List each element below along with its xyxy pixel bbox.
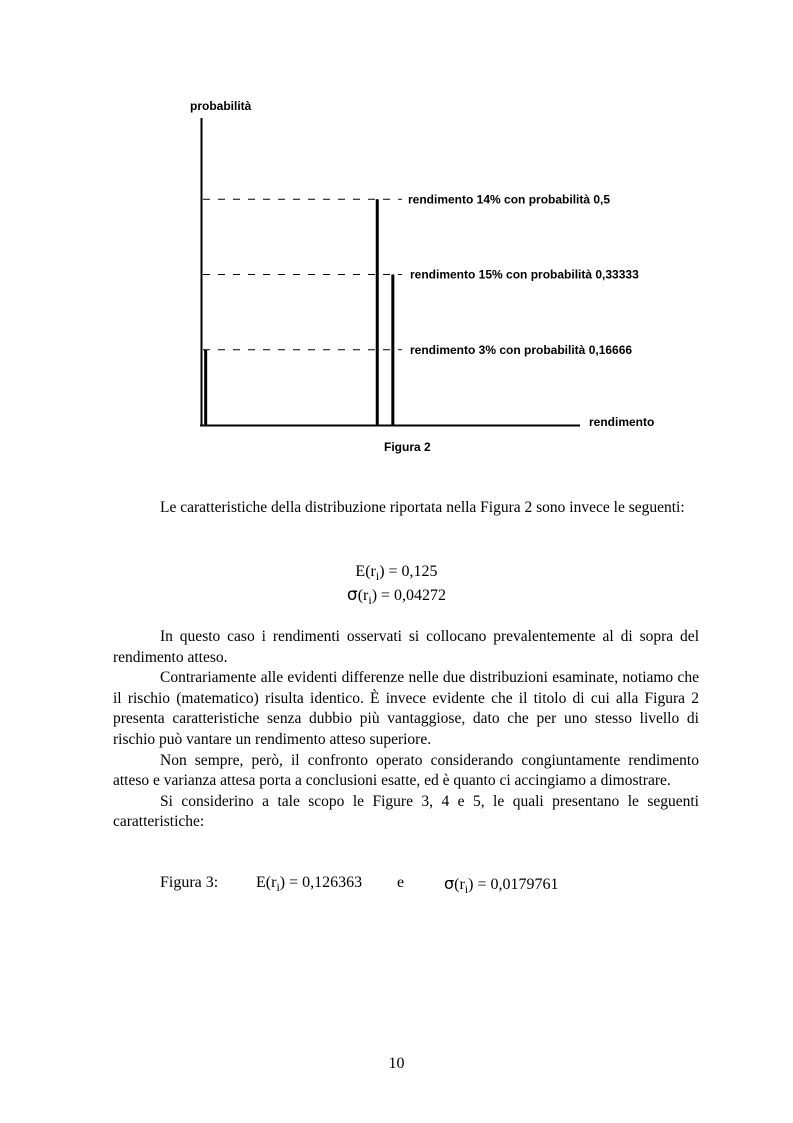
figure-3-label: Figura 3:	[160, 874, 219, 891]
formula-sub: i	[375, 569, 380, 584]
figure-2-chart	[0, 0, 793, 470]
annotation-3pct: rendimento 3% con probabilità 0,16666	[410, 342, 633, 357]
figure-3-connector: e	[397, 874, 405, 891]
paragraph-3: Contrariamente alle evidenti differenze nelle due distribuzioni esaminate, notiamo che il rischio (matematico) risulta identico. È invece evidente che il titolo di cui alla Figura 2 presenta caratteristiche senza dubbio più vantaggiose, dato che per uno stesso livello di rischio può vantare un rendimento atteso superiore.	[113, 669, 699, 748]
formula-open: (r	[357, 587, 369, 604]
page-number: 10	[388, 1055, 405, 1072]
figure-caption: Figura 2	[384, 440, 431, 454]
sigma-symbol: σ	[444, 874, 455, 893]
body-paragraphs	[113, 627, 699, 833]
paragraph-5: Si considerino a tale scopo le Figure 3, 4 e 5, le quali presentano le seguenti caratteristiche:	[113, 792, 699, 831]
figure-3-sigma	[444, 874, 559, 897]
formula-open: (r	[365, 563, 376, 580]
formula-value: ) = 0,04272	[371, 587, 447, 604]
formula-sub: i	[464, 882, 469, 897]
formula-open: (r	[454, 876, 465, 893]
formula-value: ) = 0,0179761	[468, 876, 559, 893]
figure-3-expected	[256, 874, 362, 895]
annotation-15pct: rendimento 15% con probabilità 0,33333	[410, 267, 639, 282]
expected-symbol: E	[355, 563, 366, 580]
paragraph-2: In questo caso i rendimenti osservati si collocano prevalentemente al di sopra del rendimento atteso.	[113, 628, 699, 666]
formula-sub: i	[368, 593, 372, 608]
paragraph-4: Non sempre, però, il confronto operato considerando congiuntamente rendimento atteso e varianza attesa porta a conclusioni esatte, ed è quanto ci accingiamo a dimostrare.	[113, 751, 699, 790]
sigma-symbol: σ	[346, 585, 358, 605]
x-axis-label: rendimento	[589, 415, 655, 429]
expected-symbol: E	[256, 874, 266, 891]
formula-sigma	[0, 585, 793, 608]
paragraph-intro	[113, 498, 699, 519]
annotation-14pct: rendimento 14% con probabilità 0,5	[408, 192, 611, 207]
formula-open: (r	[265, 874, 277, 891]
y-axis-label: probabilità	[190, 99, 252, 113]
formula-sub: i	[276, 880, 280, 895]
formula-value: ) = 0,125	[379, 563, 438, 580]
paragraph-1: Le caratteristiche della distribuzione riportata nella Figura 2 sono invece le seguenti:	[160, 499, 685, 516]
formula-value: ) = 0,126363	[279, 874, 363, 891]
formula-expected-return	[0, 563, 793, 584]
